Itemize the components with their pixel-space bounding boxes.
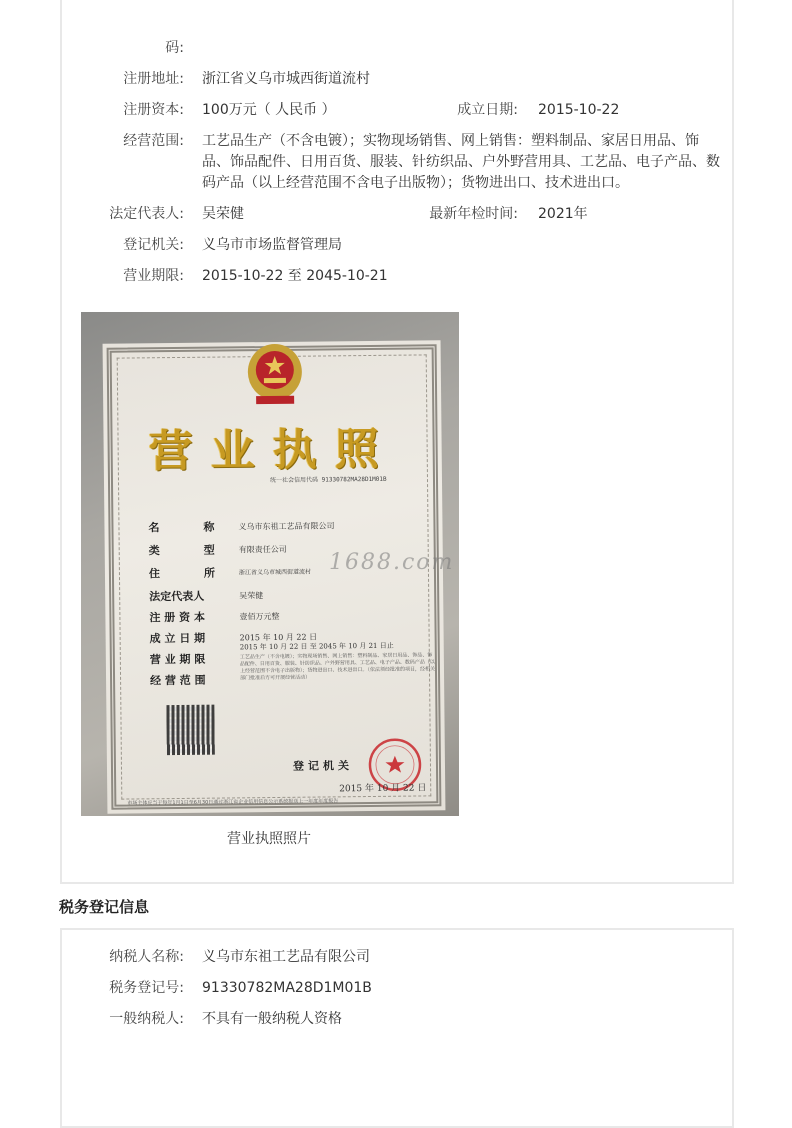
license-field-label: 成 立 日 期	[149, 631, 206, 646]
license-field-value: 2015 年 10 月 22 日	[239, 632, 318, 643]
tax-registration-card	[60, 928, 734, 1128]
license-caption: 营业执照照片	[227, 831, 311, 847]
credit-code: 统一社会信用代码 91330782MA28D1M01B	[269, 475, 387, 485]
license-field-label: 注 册 资 本	[149, 610, 205, 625]
annual-check-value: 2021年	[538, 206, 588, 222]
capital-value: 100万元（ 人民币 ）	[202, 102, 336, 118]
license-field-label: 营 业 期 限	[149, 652, 206, 667]
license-field-value: 义乌市东祖工艺品有限公司	[238, 521, 335, 532]
license-field-value: 浙江省义乌市城西街道流村	[238, 568, 312, 577]
scope-label: 经营范围:	[123, 133, 184, 149]
tax-reg-label: 税务登记号:	[109, 980, 184, 996]
license-field-label: 经 营 范 围	[150, 673, 206, 688]
authority-label: 登记机关:	[123, 237, 184, 253]
authority-value: 义乌市市场监督管理局	[202, 237, 342, 253]
annual-check-label: 最新年检时间:	[429, 206, 518, 222]
established-value: 2015-10-22	[538, 102, 620, 118]
address-value: 浙江省义乌市城西街道流村	[202, 71, 370, 87]
national-emblem-icon	[246, 342, 305, 407]
term-value: 2015-10-22 至 2045-10-21	[202, 268, 388, 284]
license-title: 营业执照	[148, 423, 397, 478]
license-field-value: 吴荣健	[239, 591, 264, 601]
tax-section-title: 税务登记信息	[59, 898, 150, 916]
license-field-label: 类 型	[148, 543, 215, 558]
term-label: 营业期限:	[123, 268, 184, 284]
watermark: 1688.com	[329, 550, 455, 575]
taxpayer-name-label: 纳税人名称:	[109, 949, 184, 965]
legal-rep-value: 吴荣健	[202, 206, 244, 222]
legal-rep-label: 法定代表人:	[109, 206, 184, 222]
license-field-value: 2015 年 10 月 22 日 至 2045 年 10 月 21 日止	[239, 641, 394, 652]
code-label: 码:	[165, 40, 184, 56]
tax-reg-value: 91330782MA28D1M01B	[202, 980, 372, 996]
taxpayer-name-value: 义乌市东祖工艺品有限公司	[202, 949, 370, 965]
license-field-label: 法定代表人	[149, 589, 205, 604]
established-label: 成立日期:	[457, 102, 518, 118]
general-taxpayer-label: 一般纳税人:	[109, 1011, 184, 1027]
business-license-photo[interactable]	[81, 312, 459, 816]
license-field-label: 住 所	[148, 566, 216, 581]
license-scope-text: 工艺品生产（不含电镀）；实物现场销售、网上销售：塑料制品、家居日用品、饰品、饰品配件、日用百货、服装、针纺织品、户外野营用具、工艺品、电子产品、数码产品（以上经营范围不含电子出版物）；货物进出口、技术进出口。（依法须经批准的项目，经相关部门批准后方可开展经营活动）	[239, 652, 436, 682]
address-label: 注册地址:	[123, 71, 184, 87]
registration-date: 2015 年 10 月 22 日	[339, 783, 427, 795]
capital-label: 注册资本:	[123, 102, 184, 118]
qr-code-icon	[166, 705, 215, 755]
license-field-label: 名 称	[148, 520, 215, 535]
scope-value: 工艺品生产（不含电镀）；实物现场销售、网上销售：塑料制品、家居日用品、饰品、饰品配件、日用百货、服装、针纺织品、户外野营用具、工艺品、电子产品、数码产品（以上经营范围不含电子出版物）；货物进出口、技术进出口。	[202, 133, 720, 191]
license-paper	[103, 340, 446, 814]
general-taxpayer-value: 不具有一般纳税人资格	[202, 1011, 342, 1027]
license-field-value: 有限责任公司	[238, 544, 287, 555]
license-field-value: 壹佰万元整	[239, 611, 280, 622]
registration-authority-label: 登记机关	[292, 759, 354, 773]
license-footnote: 市场主体应当于每年1月1日至6月30日通过浙江省企业信用信息公示系统报送上一年度年度报告	[127, 798, 339, 807]
